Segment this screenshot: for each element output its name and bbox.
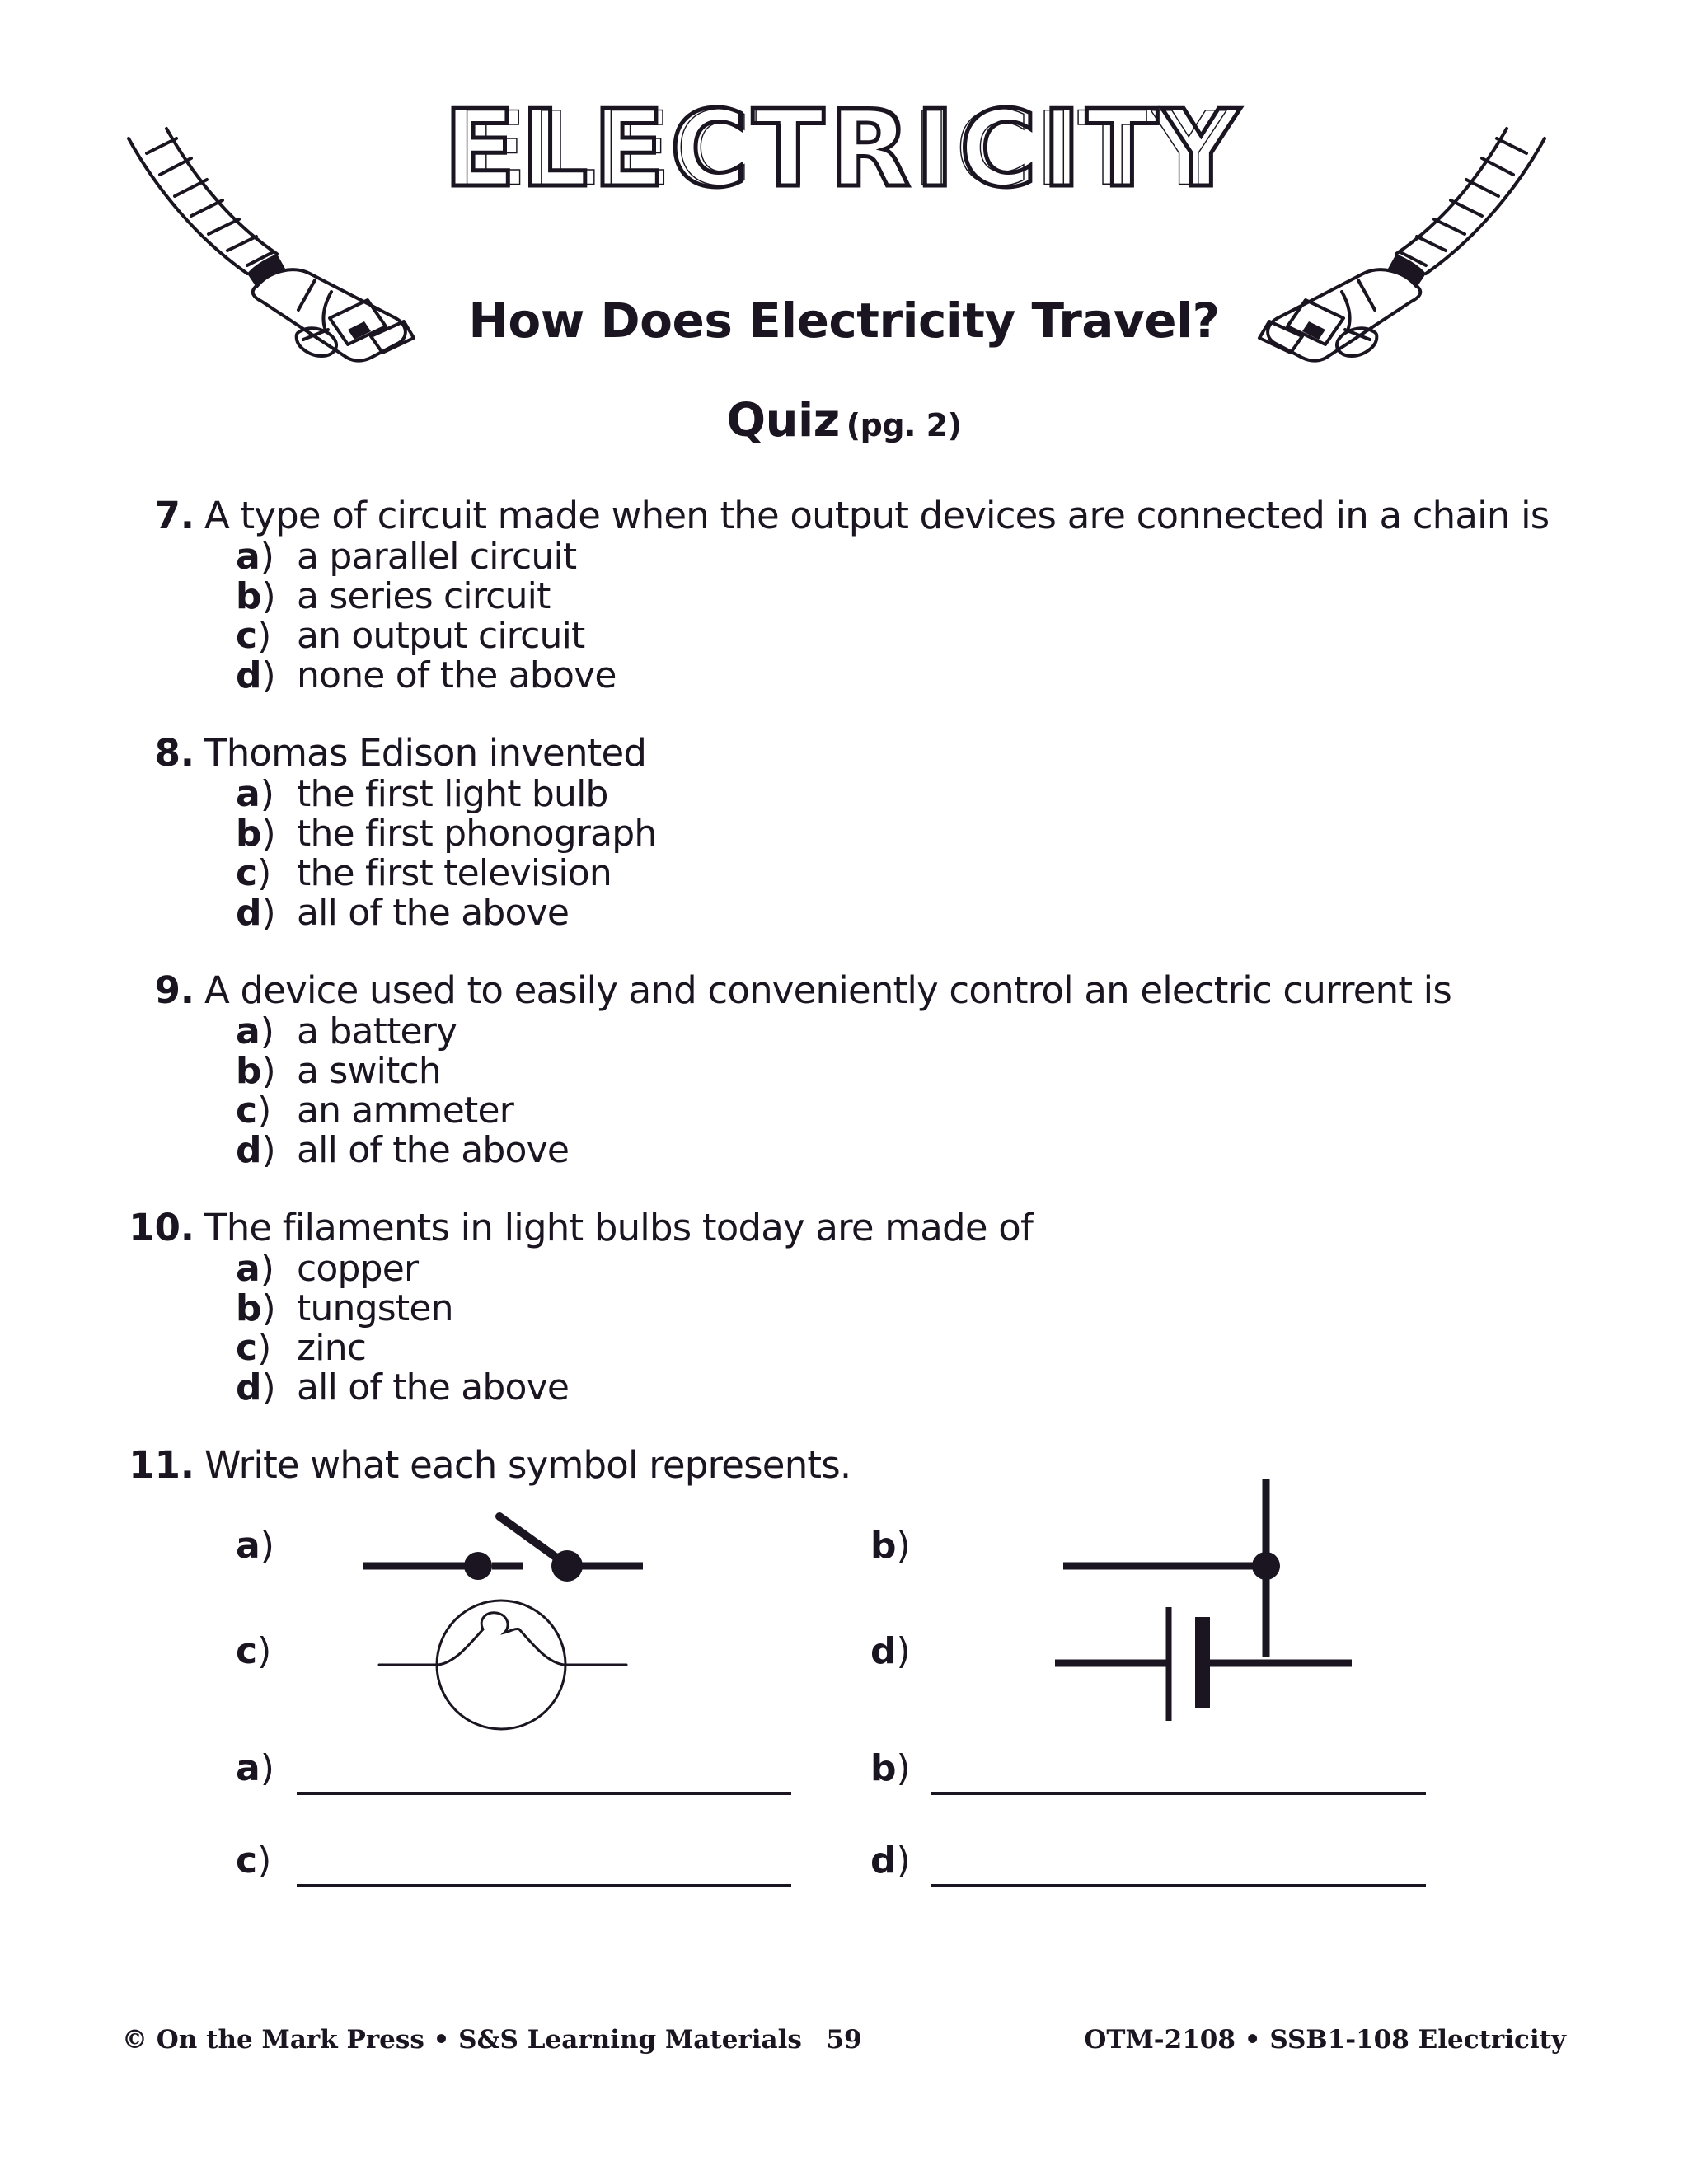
option-paren: )	[261, 892, 276, 934]
option-letter	[236, 1289, 276, 1329]
answer-option[interactable]	[0, 537, 1688, 577]
answer-blank-paren: )	[896, 1840, 911, 1882]
question-heading	[0, 1444, 1688, 1487]
answer-option[interactable]	[0, 616, 1688, 656]
option-text: copper	[297, 1248, 419, 1290]
option-paren: )	[261, 1287, 276, 1329]
question-block	[0, 969, 1688, 1170]
question-heading	[0, 969, 1688, 1012]
answer-blank-paren: )	[896, 1747, 911, 1789]
option-letter-glyph: c	[236, 1090, 258, 1132]
answer-blank-row	[236, 1840, 791, 1889]
footer-page-number: 59	[826, 2025, 862, 2055]
option-text: a switch	[297, 1050, 442, 1092]
answer-blank-letter	[870, 1747, 911, 1790]
option-letter-glyph: c	[236, 1327, 258, 1369]
option-paren: )	[261, 575, 276, 617]
question-number: 7.	[154, 494, 195, 537]
answer-blanks-area	[0, 1747, 1688, 1978]
answer-blank-paren: )	[260, 1747, 274, 1789]
symbol-letter-b: b	[870, 1525, 897, 1567]
option-letter	[236, 537, 274, 577]
option-text: an ammeter	[297, 1090, 514, 1132]
option-letter	[236, 854, 271, 893]
option-letter-glyph: a	[236, 1010, 260, 1052]
option-text: tungsten	[297, 1287, 453, 1329]
symbol-label-d	[870, 1632, 911, 1671]
answer-option[interactable]	[0, 1249, 1688, 1289]
option-paren: )	[257, 1327, 272, 1369]
option-letter-glyph: b	[236, 575, 262, 617]
answer-blank-row	[236, 1747, 791, 1797]
symbol-paren-c: )	[257, 1630, 272, 1672]
question-number: 8.	[154, 731, 195, 775]
question-block	[0, 1207, 1688, 1408]
light-bulb-symbol	[363, 1586, 643, 1743]
option-letter	[236, 814, 276, 854]
option-paren: )	[261, 1129, 276, 1171]
answer-blank-row	[870, 1747, 1426, 1797]
answer-blank-row	[870, 1840, 1426, 1889]
option-paren: )	[260, 536, 274, 578]
question-text: A type of circuit made when the output devices are connected in a chain is	[204, 494, 1550, 537]
question-text: A device used to easily and conveniently control an electric current is	[204, 968, 1452, 1012]
option-letter-glyph: c	[236, 852, 258, 894]
option-letter	[236, 1249, 274, 1289]
symbol-paren-d: )	[896, 1630, 911, 1672]
option-text: a series circuit	[297, 575, 551, 617]
option-paren: )	[260, 1248, 274, 1290]
option-letter	[236, 1131, 276, 1170]
option-letter	[236, 1091, 271, 1131]
option-letter	[236, 656, 276, 696]
question-text: Write what each symbol represents.	[204, 1443, 851, 1487]
answer-option[interactable]	[0, 1329, 1688, 1368]
answer-option[interactable]	[0, 1289, 1688, 1329]
option-letter	[236, 775, 274, 814]
answer-option[interactable]	[0, 577, 1688, 616]
option-paren: )	[257, 852, 272, 894]
answer-blank-input[interactable]	[297, 1884, 791, 1887]
option-letter	[236, 1368, 276, 1408]
option-text: all of the above	[297, 892, 570, 934]
open-switch-symbol	[354, 1483, 651, 1591]
option-letter-glyph: a	[236, 773, 260, 815]
symbol-letter-d: d	[870, 1630, 897, 1672]
option-text: all of the above	[297, 1129, 570, 1171]
option-letter-glyph: b	[236, 1050, 262, 1092]
option-paren: )	[260, 1010, 274, 1052]
answer-option[interactable]	[0, 1052, 1688, 1091]
option-paren: )	[261, 654, 276, 696]
answer-blank-paren: )	[257, 1840, 272, 1882]
footer-product-code: OTM-2108 • SSB1-108 Electricity	[1084, 2025, 1566, 2055]
option-paren: )	[257, 1090, 272, 1132]
answer-blank-letter-glyph: b	[870, 1747, 897, 1789]
question-text: Thomas Edison invented	[204, 731, 647, 775]
option-letter	[236, 616, 271, 656]
page-footer	[0, 2023, 1688, 2081]
question-number: 10.	[129, 1206, 195, 1249]
quiz-questions-list	[0, 494, 1688, 1523]
quiz-heading	[0, 394, 1688, 448]
symbol-paren-a: )	[260, 1525, 274, 1567]
answer-option[interactable]	[0, 854, 1688, 893]
symbol-label-b	[870, 1526, 911, 1566]
option-letter-glyph: d	[236, 1366, 262, 1408]
question-text: The filaments in light bulbs today are made of	[204, 1206, 1033, 1249]
option-paren: )	[261, 813, 276, 855]
option-letter	[236, 1052, 276, 1091]
answer-blank-input[interactable]	[931, 1884, 1426, 1887]
option-text: a parallel circuit	[297, 536, 577, 578]
question-heading	[0, 1207, 1688, 1249]
option-text: the first television	[297, 852, 612, 894]
option-letter-glyph: d	[236, 892, 262, 934]
quiz-heading-label: Quiz	[726, 394, 840, 448]
answer-option[interactable]	[0, 656, 1688, 696]
question-block	[0, 1444, 1688, 1487]
option-paren: )	[261, 1366, 276, 1408]
answer-blank-input[interactable]	[297, 1792, 791, 1795]
option-text: a battery	[297, 1010, 457, 1052]
symbol-paren-b: )	[896, 1525, 911, 1567]
option-letter	[236, 1329, 271, 1368]
option-letter	[236, 1012, 274, 1052]
answer-option[interactable]	[0, 1131, 1688, 1170]
option-letter-glyph: b	[236, 1287, 262, 1329]
answer-blank-letter	[236, 1747, 274, 1790]
answer-option[interactable]	[0, 1368, 1688, 1408]
option-paren: )	[257, 615, 272, 657]
option-letter-glyph: d	[236, 1129, 262, 1171]
option-letter	[236, 577, 276, 616]
symbol-label-a	[236, 1526, 274, 1566]
answer-blank-letter	[236, 1840, 271, 1882]
symbol-letter-a: a	[236, 1525, 260, 1567]
option-text: an output circuit	[297, 615, 585, 657]
symbol-label-c	[236, 1632, 271, 1671]
option-letter-glyph: a	[236, 1248, 260, 1290]
question-heading	[0, 732, 1688, 775]
option-text: zinc	[297, 1327, 367, 1369]
battery-cell-symbol	[1047, 1599, 1360, 1731]
answer-option[interactable]	[0, 1012, 1688, 1052]
answer-blank-letter	[870, 1840, 911, 1882]
question-block	[0, 494, 1688, 696]
option-letter	[236, 893, 276, 933]
answer-option[interactable]	[0, 814, 1688, 854]
footer-copyright: © On the Mark Press • S&S Learning Materials	[122, 2025, 802, 2055]
option-letter-glyph: d	[236, 654, 262, 696]
option-paren: )	[261, 1050, 276, 1092]
option-text: the first phonograph	[297, 813, 657, 855]
quiz-page-note: (pg. 2)	[846, 407, 962, 443]
answer-blank-input[interactable]	[931, 1792, 1426, 1795]
question-block	[0, 732, 1688, 933]
option-text: all of the above	[297, 1366, 570, 1408]
page-subtitle: How Does Electricity Travel?	[468, 293, 1220, 349]
option-text: the first light bulb	[297, 773, 608, 815]
answer-blank-letter-glyph: d	[870, 1840, 897, 1882]
option-letter-glyph: a	[236, 536, 260, 578]
page-header	[0, 0, 1688, 462]
question-number: 9.	[154, 968, 195, 1012]
answer-option[interactable]	[0, 775, 1688, 814]
answer-option[interactable]	[0, 1091, 1688, 1131]
question-number: 11.	[129, 1443, 195, 1487]
answer-option[interactable]	[0, 893, 1688, 933]
symbol-letter-c: c	[236, 1630, 258, 1672]
option-letter-glyph: b	[236, 813, 262, 855]
answer-blank-letter-glyph: c	[236, 1840, 258, 1882]
page-title: ELECTRICITY ELECTRICITY	[0, 97, 1688, 203]
question-heading	[0, 494, 1688, 537]
option-paren: )	[260, 773, 274, 815]
option-letter-glyph: c	[236, 615, 258, 657]
answer-blank-letter-glyph: a	[236, 1747, 260, 1789]
option-text: none of the above	[297, 654, 617, 696]
